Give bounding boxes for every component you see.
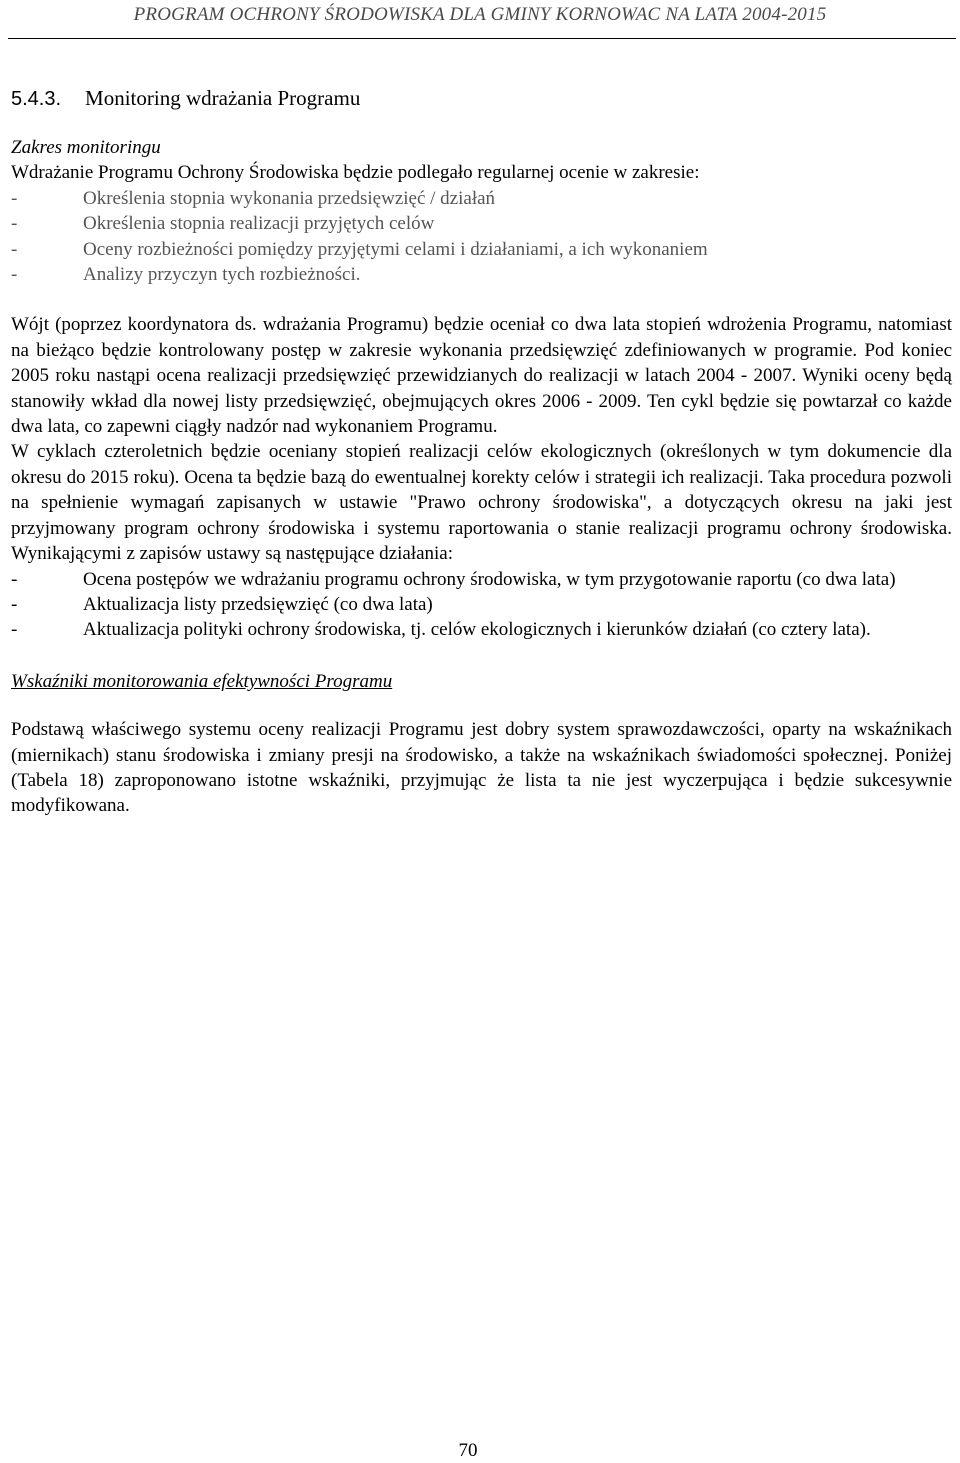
- monitoring-paragraph-1: Wójt (poprzez koordynatora ds. wdrażania Programu) będzie oceniał co dwa lata stopień wdrożenia Programu, natomiast na bieżąco będzie kontrolowany postęp w zakresie wykonania przedsięwzięć zdefiniowanych w programie. Pod koniec 2005 roku nastąpi ocena realizacji przedsięwzięć przewidzianych do realizacji w latach 2004 - 2007. Wyniki oceny będą stanowiły wkład dla nowej listy przedsięwzięć, obejmujących okres 2006 - 2009. Ten cykl będzie się powtarzał co każde dwa lata, co zapewni ciągły nadzór nad wykonaniem Programu.: [11, 314, 952, 438]
- action-list-item: [11, 617, 952, 642]
- scope-list-item: [11, 237, 952, 262]
- action-list-item: [11, 592, 952, 617]
- scope-heading: Zakres monitoringu: [11, 137, 161, 158]
- scope-list-item: [11, 186, 952, 211]
- scope-item-text: Analizy przyczyn tych rozbieżności.: [83, 264, 361, 286]
- scope-intro: Wdrażanie Programu Ochrony Środowiska będzie podlegało regularnej ocenie w zakresie:: [11, 162, 700, 184]
- section-title: [11, 84, 952, 113]
- list-dash: -: [11, 213, 18, 235]
- monitoring-paragraph-2: W cyklach czteroletnich będzie oceniany stopień realizacji celów ekologicznych (określonych w tym dokumencie dla okresu do 2015 roku). Ocena ta będzie bazą do ewentualnej korekty celów i strategii ich realizacji. Taka procedura pozwoli na spełnienie wymagań zapisanych w ustawie "Prawo ochrony środowiska", a dotyczących okresu na jaki jest przyjmowany program ochrony środowiska i systemu raportowania o stanie realizacji programu ochrony środowiska. Wynikającymi z zapisów ustawy są następujące działania:: [11, 441, 952, 565]
- action-item-text: Aktualizacja polityki ochrony środowiska, tj. celów ekologicznych i kierunków działań (co cztery lata).: [83, 619, 871, 641]
- list-dash: -: [11, 619, 18, 641]
- scope-item-text: Określenia stopnia wykonania przedsięwzięć / działań: [83, 187, 496, 209]
- actions-list: [11, 567, 952, 643]
- action-list-item: [11, 567, 952, 592]
- list-dash: -: [11, 593, 18, 615]
- scope-list-item: [11, 262, 952, 287]
- header-divider: [8, 38, 956, 39]
- scope-list: [11, 186, 952, 288]
- scope-list-item: [11, 211, 952, 236]
- section-title-text: Monitoring wdrażania Programu: [85, 86, 361, 110]
- list-dash: -: [11, 187, 18, 209]
- page-content: [11, 84, 952, 819]
- section-number: 5.4.3.: [11, 88, 62, 110]
- list-dash: -: [11, 264, 18, 286]
- page-number: 70: [458, 1440, 478, 1461]
- action-item-text: Ocena postępów we wdrażaniu programu ochrony środowiska, w tym przygotowanie raportu (co dwa lata): [83, 568, 896, 590]
- page-header: PROGRAM OCHRONY ŚRODOWISKA DLA GMINY KORNOWAC NA LATA 2004-2015: [133, 4, 827, 25]
- indicators-paragraph: Podstawą właściwego systemu oceny realizacji Programu jest dobry system sprawozdawczości, oparty na wskaźnikach (miernikach) stanu środowiska i zmiany presji na środowisko, a także na wskaźnikach świadomości społecznej. Poniżej (Tabela 18) zaproponowano istotne wskaźniki, przyjmując że lista ta nie jest wyczerpująca i będzie sukcesywnie modyfikowana.: [11, 719, 952, 817]
- action-item-text: Aktualizacja listy przedsięwzięć (co dwa lata): [83, 593, 433, 615]
- list-dash: -: [11, 568, 18, 590]
- list-dash: -: [11, 238, 18, 260]
- indicators-heading: Wskaźniki monitorowania efektywności Programu: [11, 670, 393, 692]
- scope-item-text: Oceny rozbieżności pomiędzy przyjętymi celami i działaniami, a ich wykonaniem: [83, 238, 708, 260]
- scope-item-text: Określenia stopnia realizacji przyjętych celów: [83, 213, 435, 235]
